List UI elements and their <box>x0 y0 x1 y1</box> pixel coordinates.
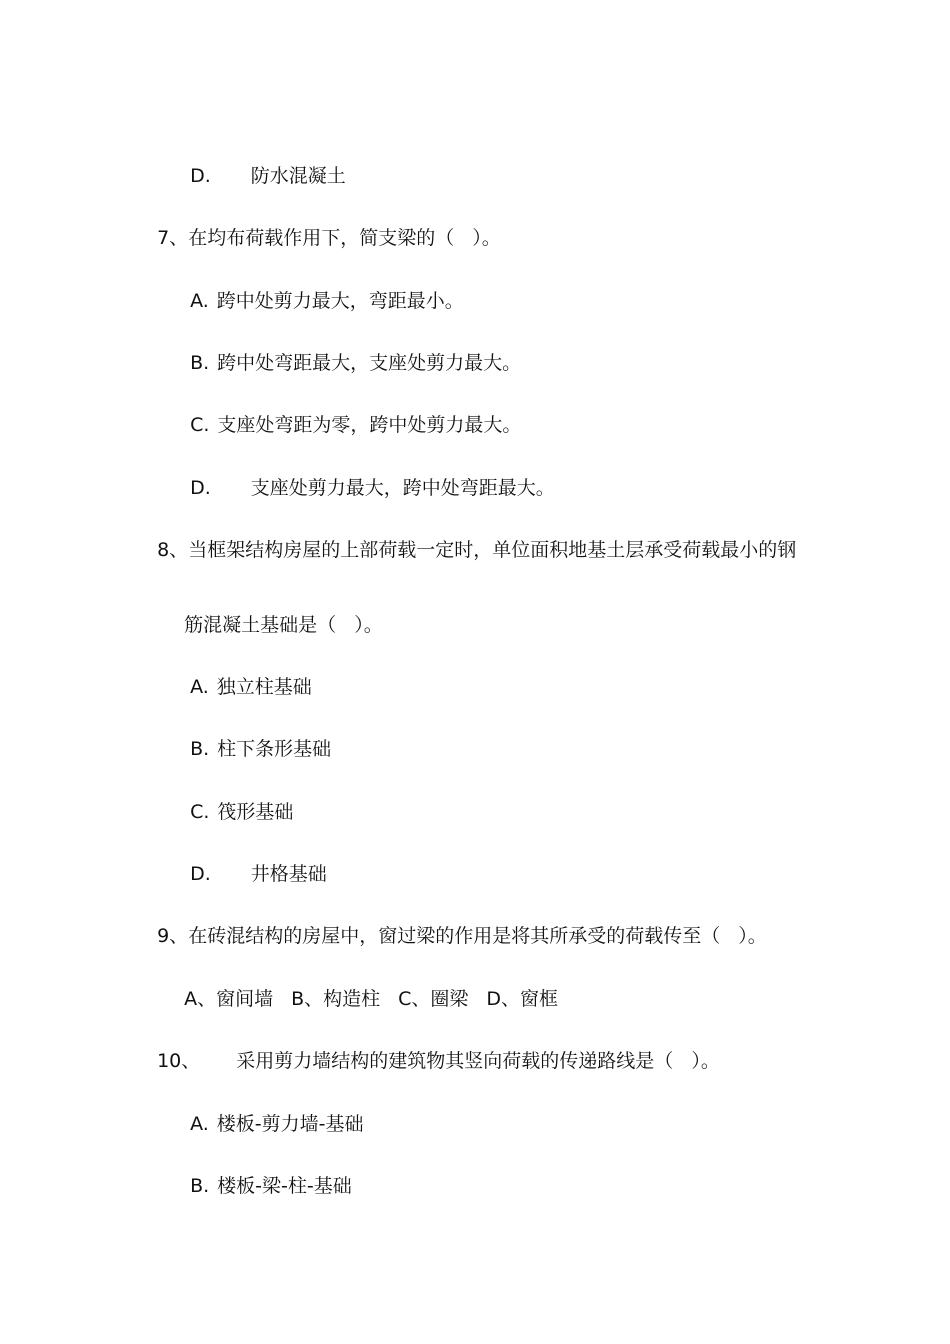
q6-option-d <box>178 137 346 189</box>
option-text: 筏形基础 <box>217 801 294 823</box>
option-letter: D. <box>190 863 211 885</box>
option-letter: B. <box>190 738 210 760</box>
question-text: 当框架结构房屋的上部荷载一定时，单位面积地基土层承受荷载最小的钢 <box>188 539 797 561</box>
q7-option-d <box>178 449 555 501</box>
option-d: D、窗框 <box>486 988 559 1010</box>
question-number: 9、 <box>157 925 189 947</box>
q7-option-a <box>178 262 464 314</box>
option-text: 柱下条形基础 <box>217 738 332 760</box>
option-text: 防水混凝土 <box>250 165 346 187</box>
option-letter: C. <box>190 414 210 436</box>
option-text: 井格基础 <box>250 863 327 885</box>
q8-option-a <box>178 648 312 700</box>
q8-option-d <box>178 835 327 887</box>
question-text: 采用剪力墙结构的建筑物其竖向荷载的传递路线是（ ）。 <box>236 1050 720 1072</box>
option-letter: A. <box>190 676 209 698</box>
question-text: 在均布荷载作用下，简支梁的（ ）。 <box>188 227 501 249</box>
option-letter: D. <box>190 477 211 499</box>
q8-stem-line2 <box>172 586 383 638</box>
option-letter: B. <box>190 1175 210 1197</box>
q9-stem <box>145 897 767 949</box>
option-letter: B. <box>190 352 210 374</box>
option-text: 支座处弯距为零，跨中处剪力最大。 <box>217 414 522 436</box>
q10-option-a <box>178 1085 364 1137</box>
option-letter: A. <box>190 1113 209 1135</box>
q7-option-b <box>178 324 521 376</box>
q8-stem-line1 <box>145 511 796 563</box>
option-c: C、圈梁 <box>398 988 469 1010</box>
option-letter: C. <box>190 801 210 823</box>
option-text: 跨中处剪力最大，弯距最小。 <box>216 290 464 312</box>
q7-stem <box>145 199 501 251</box>
option-text: 跨中处弯距最大，支座处剪力最大。 <box>217 352 522 374</box>
option-text: 楼板-梁-柱-基础 <box>217 1175 352 1197</box>
q8-option-c <box>178 773 293 825</box>
option-letter: D. <box>190 165 211 187</box>
question-text: 在砖混结构的房屋中，窗过梁的作用是将其所承受的荷载传至（ ）。 <box>188 925 767 947</box>
question-number: 7、 <box>157 227 189 249</box>
question-text-continued: 筋混凝土基础是（ ）。 <box>184 614 383 636</box>
q10-option-b <box>178 1147 352 1199</box>
question-number: 8、 <box>157 539 189 561</box>
option-text: 支座处剪力最大，跨中处弯距最大。 <box>250 477 555 499</box>
option-letter: A. <box>190 290 209 312</box>
q9-options <box>172 960 576 1012</box>
q7-option-c <box>178 386 521 438</box>
option-a: A、窗间墙 <box>184 988 274 1010</box>
option-b: B、构造柱 <box>291 988 381 1010</box>
option-text: 楼板-剪力墙-基础 <box>216 1113 364 1135</box>
option-text: 独立柱基础 <box>216 676 312 698</box>
q10-stem <box>145 1022 720 1074</box>
q8-option-b <box>178 710 331 762</box>
question-number: 10、 <box>157 1050 201 1072</box>
